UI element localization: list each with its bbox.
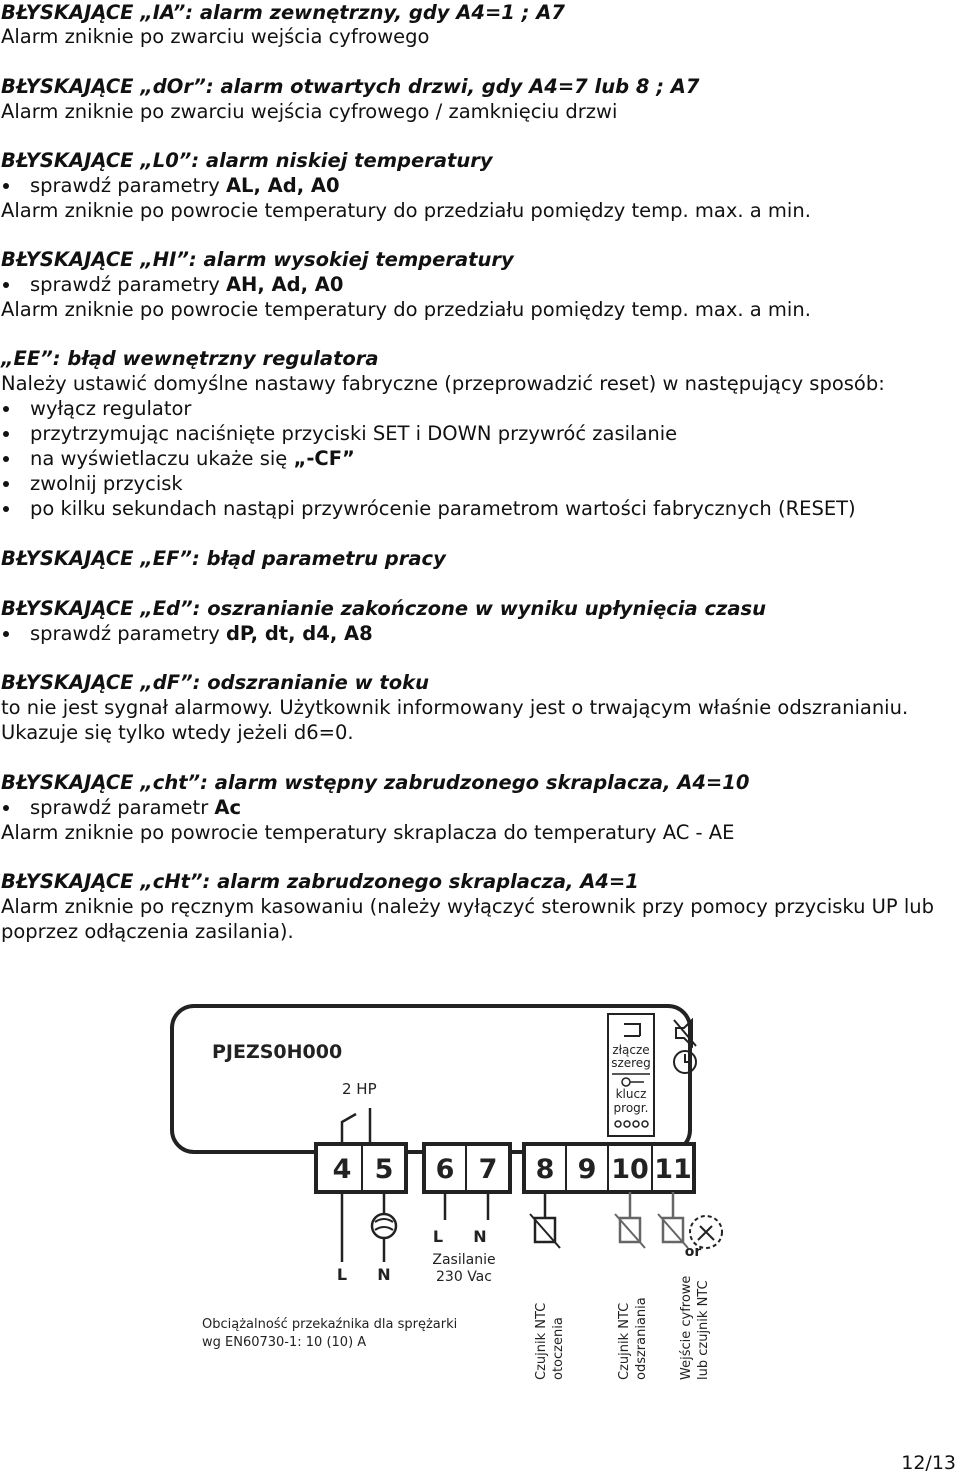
sensor-3-label-b: lub czujnik NTC (696, 1280, 711, 1380)
or-label: or (684, 1244, 702, 1260)
alarm-cht-title: BŁYSKAJĄCE „cht”: alarm wstępny zabrudzonego skraplacza, A4=10 (1, 771, 750, 794)
alarm-ee-desc: Należy ustawić domyślne nastawy fabryczne (przeprowadzić reset) w następujący sposób: (1, 372, 885, 395)
key-label-1: klucz (615, 1087, 647, 1101)
supply-label-1: Zasilanie (432, 1252, 496, 1268)
sensor-2-label-b: odszraniania (634, 1297, 649, 1380)
terminal-4: 4 (332, 1154, 352, 1185)
key-label-2: progr. (613, 1101, 649, 1115)
alarm-cht-desc: Alarm zniknie po powrocie temperatury skraplacza do temperatury AC - AE (1, 821, 735, 844)
port-label-1: złącze (612, 1043, 650, 1057)
alarm-df-desc: to nie jest sygnał alarmowy. Użytkownik informowany jest o trwającym właśnie odszranianiu. Ukazuje się tylko wtedy jeżeli d6=0. (1, 696, 909, 744)
alarm-cht2-title: BŁYSKAJĄCE „cHt”: alarm zabrudzonego skraplacza, A4=1 (1, 870, 639, 893)
alarm-ef-title: BŁYSKAJĄCE „EF”: błąd parametru pracy (1, 547, 446, 570)
alarm-df-title: BŁYSKAJĄCE „dF”: odszranianie w toku (1, 671, 429, 694)
terminal-11: 11 (654, 1154, 692, 1185)
terminal-6: 6 (435, 1154, 455, 1185)
alarm-ed-title: BŁYSKAJĄCE „Ed”: oszranianie zakończone w wyniku upłynięcia czasu (1, 597, 767, 620)
terminal-7: 7 (478, 1154, 498, 1185)
terminal-9: 9 (577, 1154, 597, 1185)
alarm-l0-title: BŁYSKAJĄCE „L0”: alarm niskiej temperatury (1, 149, 493, 172)
wiring-diagram (166, 996, 726, 1396)
terminal-8: 8 (535, 1154, 555, 1185)
ee-step-2: przytrzymując naciśnięte przyciski SET i DOWN przywróć zasilanie (30, 422, 678, 445)
alarm-ia-desc: Alarm zniknie po zwarciu wejścia cyfrowego (1, 25, 430, 48)
alarm-hi-title: BŁYSKAJĄCE „HI”: alarm wysokiej temperatury (1, 248, 514, 271)
supply-label-2: 230 Vac (436, 1269, 492, 1285)
sensor-3-label-a: Wejście cyfrowe (679, 1275, 694, 1380)
ee-step-4: zwolnij przycisk (30, 472, 183, 495)
left-l-label: L (336, 1265, 348, 1284)
alarm-ed-bullet: sprawdź parametry dP, dt, d4, A8 (30, 622, 373, 645)
alarm-cht2-desc: Alarm zniknie po ręcznym kasowaniu (należy wyłączyć sterownik przy pomocy przycisku UP lub poprzez odłączenia zasilania). (1, 895, 935, 943)
relay-load-1: Obciążalność przekaźnika dla sprężarki (202, 1317, 458, 1332)
page-number: 12/13 (901, 1452, 956, 1474)
alarm-cht-bullet: sprawdź parametr Ac (30, 796, 242, 819)
supply-l-label: L (432, 1227, 444, 1246)
ee-step-1: wyłącz regulator (30, 397, 192, 420)
alarm-l0-bullet: sprawdź parametry AL, Ad, A0 (30, 174, 340, 197)
alarm-dor-title: BŁYSKAJĄCE „dOr”: alarm otwartych drzwi, gdy A4=7 lub 8 ; A7 (1, 75, 700, 98)
left-n-label: N (377, 1265, 391, 1284)
relay-load-2: wg EN60730-1: 10 (10) A (202, 1335, 367, 1350)
terminal-10: 10 (611, 1154, 649, 1185)
relay-label: 2 HP (342, 1080, 377, 1098)
alarm-hi-desc: Alarm zniknie po powrocie temperatury do przedziału pomiędzy temp. max. a min. (1, 298, 811, 321)
sensor-2-label-a: Czujnik NTC (617, 1302, 632, 1380)
port-label-2: szereg (611, 1056, 651, 1070)
supply-n-label: N (473, 1227, 487, 1246)
alarm-ee-title: „EE”: błąd wewnętrzny regulatora (1, 347, 379, 370)
terminal-5: 5 (374, 1154, 394, 1185)
alarm-hi-bullet: sprawdź parametry AH, Ad, A0 (30, 273, 344, 296)
alarm-l0-desc: Alarm zniknie po powrocie temperatury do przedziału pomiędzy temp. max. a min. (1, 199, 811, 222)
ee-step-5: po kilku sekundach nastąpi przywrócenie parametrom wartości fabrycznych (RESET) (30, 497, 856, 520)
sensor-1-label-a: Czujnik NTC (534, 1302, 549, 1380)
ee-step-3: na wyświetlaczu ukaże się „-CF” (30, 447, 355, 470)
alarm-dor-desc: Alarm zniknie po zwarciu wejścia cyfrowego / zamknięciu drzwi (1, 100, 618, 123)
alarm-ia-title: BŁYSKAJĄCE „IA”: alarm zewnętrzny, gdy A4=1 ; A7 (1, 1, 565, 24)
port-box (608, 1014, 654, 1136)
model-label: PJEZS0H000 (212, 1041, 343, 1063)
sensor-1-label-b: otoczenia (551, 1317, 566, 1380)
